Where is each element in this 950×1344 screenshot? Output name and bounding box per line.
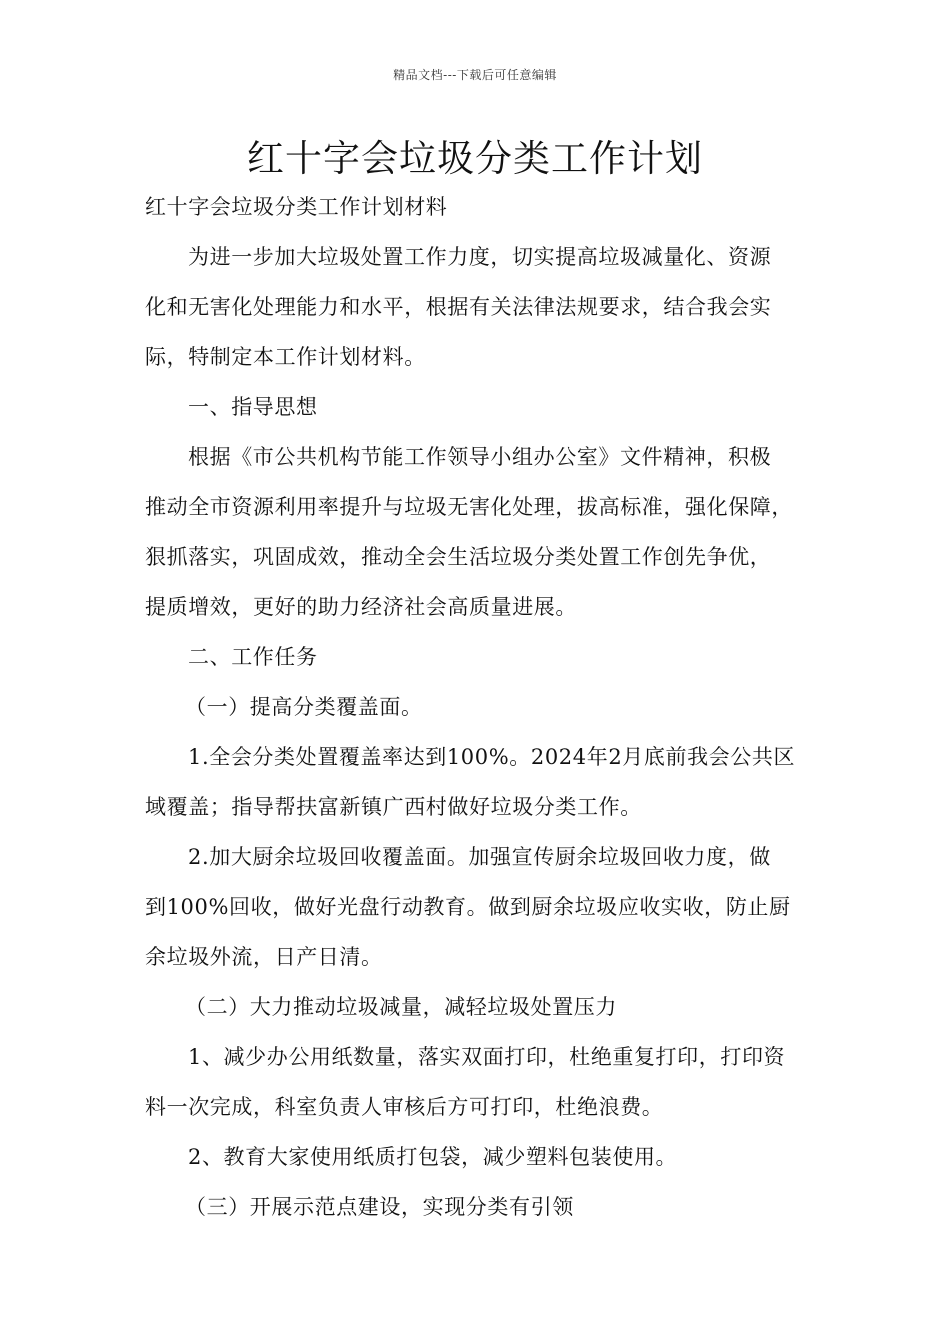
paragraph-line: 2.加大厨余垃圾回收覆盖面。加强宣传厨余垃圾回收力度，做 <box>188 845 771 869</box>
paragraph-line: 为进一步加大垃圾处置工作力度，切实提高垃圾减量化、资源 <box>188 245 772 269</box>
document-subtitle: 红十字会垃圾分类工作计划材料 <box>145 195 448 219</box>
header-note: 精品文档---下载后可任意编辑 <box>393 68 557 82</box>
paragraph-line: 域覆盖；指导帮扶富新镇广西村做好垃圾分类工作。 <box>145 795 642 819</box>
subsection-heading: （二）大力推动垃圾减量，减轻垃圾处置压力 <box>185 995 617 1019</box>
document-title: 红十字会垃圾分类工作计划 <box>247 137 703 180</box>
paragraph-line: 1、减少办公用纸数量，落实双面打印，杜绝重复打印，打印资 <box>188 1045 786 1069</box>
paragraph-line: 化和无害化处理能力和水平，根据有关法律法规要求，结合我会实 <box>145 295 772 319</box>
paragraph-line: 际，特制定本工作计划材料。 <box>145 345 426 369</box>
paragraph-line: 余垃圾外流，日产日清。 <box>145 945 383 969</box>
subsection-heading: （一）提高分类覆盖面。 <box>185 695 423 719</box>
section-heading: 一、指导思想 <box>188 395 318 419</box>
paragraph-line: 2、教育大家使用纸质打包袋，减少塑料包装使用。 <box>188 1145 678 1169</box>
paragraph-line: 料一次完成，科室负责人审核后方可打印，杜绝浪费。 <box>145 1095 664 1119</box>
subsection-heading: （三）开展示范点建设，实现分类有引领 <box>185 1195 574 1219</box>
document-body <box>145 182 815 1232</box>
paragraph-line: 根据《市公共机构节能工作领导小组办公室》文件精神，积极 <box>188 445 772 469</box>
paragraph-line: 到100%回收，做好光盘行动教育。做到厨余垃圾应收实收，防止厨 <box>145 895 791 919</box>
section-heading: 二、工作任务 <box>188 645 318 669</box>
paragraph-line: 1.全会分类处置覆盖率达到100%。2024年2月底前我会公共区 <box>188 745 796 769</box>
paragraph-line: 推动全市资源利用率提升与垃圾无害化处理，拔高标准，强化保障， <box>145 495 793 519</box>
paragraph-line: 狠抓落实，巩固成效，推动全会生活垃圾分类处置工作创先争优， <box>145 545 772 569</box>
paragraph-line: 提质增效，更好的助力经济社会高质量进展。 <box>145 595 577 619</box>
